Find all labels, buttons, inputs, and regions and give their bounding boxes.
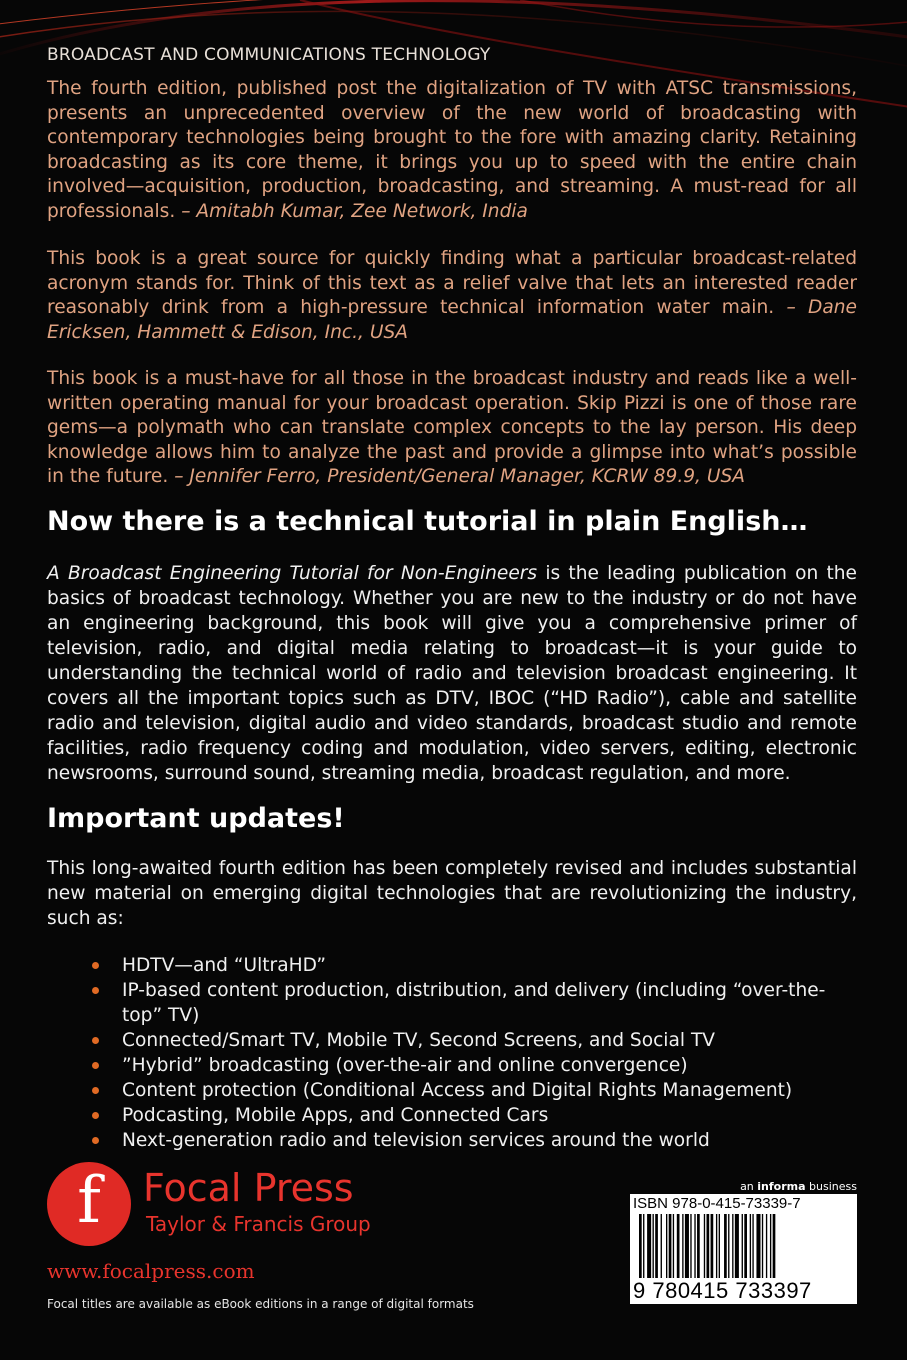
praise-quote (47, 367, 857, 490)
tutorial-description (47, 561, 857, 786)
bullet-icon (92, 1087, 99, 1094)
praise-text: This book is a great source for quickly finding what a particular broadcast-related acronym stands for. Think of this text as a relief valve that lets an interested reader reasonably drink from a high-pressure technical information water main. (47, 248, 857, 319)
barcode-bars (633, 1214, 854, 1278)
list-item: Next-generation radio and television services around the world (92, 1128, 852, 1153)
tutorial-heading: Now there is a technical tutorial in plain English… (47, 506, 808, 537)
bullet-icon (92, 962, 99, 969)
isbn-barcode (630, 1194, 857, 1304)
book-title: A Broadcast Engineering Tutorial for Non-Engineers (47, 563, 538, 584)
praise-source: – Jennifer Ferro, President/General Manager, KCRW 89.9, USA (174, 466, 746, 488)
informa-business-label: an informa business (740, 1180, 857, 1193)
praise-source: – Dane Ericksen, Hammett & Edison, Inc., USA (47, 297, 857, 343)
focal-press-logo-icon: f (47, 1162, 131, 1246)
bullet-icon (92, 1137, 99, 1144)
barcode-digits: 9 780415 733397 (633, 1278, 812, 1303)
list-item: Podcasting, Mobile Apps, and Connected Cars (92, 1103, 852, 1128)
list-item: ”Hybrid” broadcasting (over-the-air and online convergence) (92, 1053, 852, 1078)
list-item: HDTV—and “UltraHD” (92, 953, 852, 978)
series-label: BROADCAST AND COMMUNICATIONS TECHNOLOGY (47, 45, 491, 65)
bullet-icon (92, 1037, 99, 1044)
publisher-name: Focal Press (143, 1166, 354, 1210)
praise-quote (47, 247, 857, 345)
updates-intro: This long-awaited fourth edition has been completely revised and includes substantial new material on emerging digital technologies that are revolutionizing the industry, such as: (47, 858, 857, 929)
updates-heading: Important updates! (47, 803, 345, 834)
publisher-url[interactable]: www.focalpress.com (47, 1259, 255, 1283)
praise-text: This book is a must-have for all those in the broadcast industry and reads like a well-written operating manual for your broadcast operation. Skip Pizzi is one of those rare gems—a polymath who can translate complex concepts to the lay person. His deep knowledge allows him to analyze the past and provide a glimpse into what’s possible in the future. (47, 368, 857, 488)
bullet-icon (92, 1062, 99, 1069)
updates-list (92, 953, 852, 1153)
isbn-label: ISBN 978-0-415-73339-7 (633, 1195, 801, 1212)
praise-text: The fourth edition, published post the digitalization of TV with ATSC transmissions, presents an unprecedented overview of the new world of broadcasting with contemporary technologies being brought to the fore with amazing clarity. Retaining broadcasting as its core theme, it brings you up to speed with the entire chain involved—acquisition, production, broadcasting, and streaming. A must-read for all professionals. (47, 78, 857, 222)
praise-source: – Amitabh Kumar, Zee Network, India (181, 200, 528, 222)
ebook-note: Focal titles are available as eBook editions in a range of digital formats (47, 1297, 474, 1311)
bullet-icon (92, 987, 99, 994)
tutorial-body: is the leading publication on the basics of broadcast technology. Whether you are new to the industry or do not have an engineering background, this book will give you a comprehensive primer of television, radio, and digital media relating to broadcast—it is your guide to understanding the technical world of radio and television broadcast engineering. It covers all the important topics such as DTV, IBOC (“HD Radio”), cable and satellite radio and television, digital audio and video standards, broadcast studio and remote facilities, radio frequency coding and modulation, video servers, editing, electronic newsrooms, surround sound, streaming media, broadcast regulation, and more. (47, 563, 857, 784)
list-item: IP-based content production, distribution, and delivery (including “over-the-top” TV) (92, 978, 852, 1028)
list-item: Connected/Smart TV, Mobile TV, Second Screens, and Social TV (92, 1028, 852, 1053)
bullet-icon (92, 1112, 99, 1119)
list-item: Content protection (Conditional Access and Digital Rights Management) (92, 1078, 852, 1103)
praise-quote (47, 77, 857, 225)
publisher-group: Taylor & Francis Group (146, 1212, 371, 1236)
